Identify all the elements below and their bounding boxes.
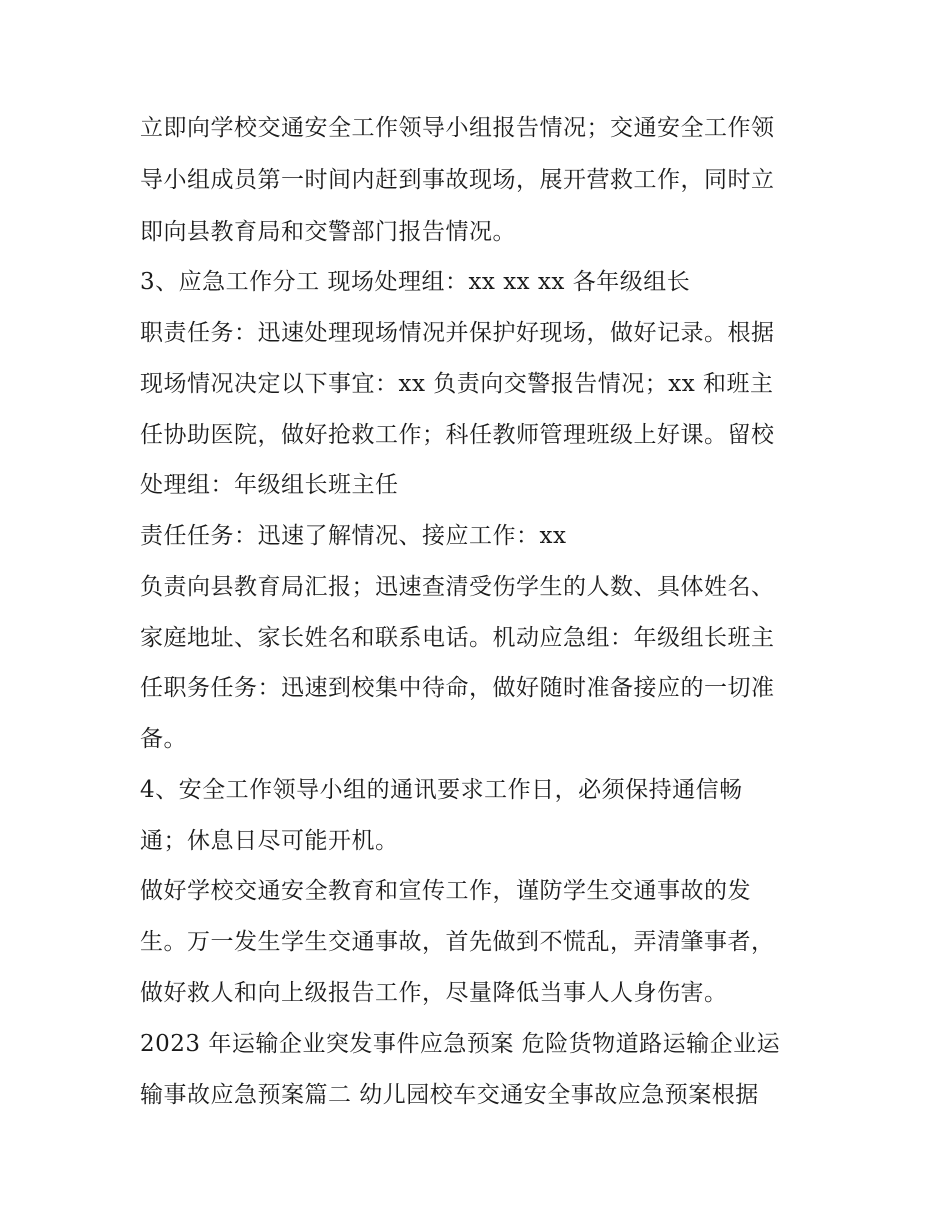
text-line: 现场情况决定以下事宜：xx 负责向交警报告情况；xx 和班主 <box>140 371 774 397</box>
text-line: 备。 <box>140 726 187 752</box>
text-line: 立即向学校交通安全工作领导小组报告情况；交通安全工作领 <box>140 115 775 141</box>
text-line: 4、安全工作领导小组的通讯要求工作日，必须保持通信畅 <box>140 777 743 803</box>
text-line: 做好救人和向上级报告工作，尽量降低当事人人身伤害。 <box>140 980 728 1006</box>
text-line: 家庭地址、家长姓名和联系电话。机动应急组：年级组长班主 <box>140 625 775 651</box>
text-line: 通；休息日尽可能开机。 <box>140 828 399 854</box>
text-line: 做好学校交通安全教育和宣传工作，谨防学生交通事故的发 <box>140 878 751 904</box>
text-line: 负责向县教育局汇报；迅速查清受伤学生的人数、具体姓名、 <box>140 574 775 600</box>
text-line: 任协助医院，做好抢救工作；科任教师管理班级上好课。留校 <box>140 422 775 448</box>
text-line: 处理组：年级组长班主任 <box>140 472 399 498</box>
text-line: 输事故应急预案篇二 幼儿园校车交通安全事故应急预案根据 <box>140 1082 759 1108</box>
text-line: 3、应急工作分工 现场处理组：xx xx xx 各年级组长 <box>140 269 691 295</box>
text-line: 导小组成员第一时间内赶到事故现场，展开营救工作，同时立 <box>140 167 775 193</box>
text-line: 2023 年运输企业突发事件应急预案 危险货物道路运输企业运 <box>140 1031 781 1057</box>
text-line: 任职务任务：迅速到校集中待命，做好随时准备接应的一切准 <box>140 675 775 701</box>
text-line: 生。万一发生学生交通事故，首先做到不慌乱，弄清肇事者， <box>140 929 775 955</box>
text-line: 即向县教育局和交警部门报告情况。 <box>140 219 516 245</box>
text-line: 职责任务：迅速处理现场情况并保护好现场，做好记录。根据 <box>140 320 775 346</box>
text-line: 责任任务：迅速了解情况、接应工作：xx <box>140 523 567 549</box>
